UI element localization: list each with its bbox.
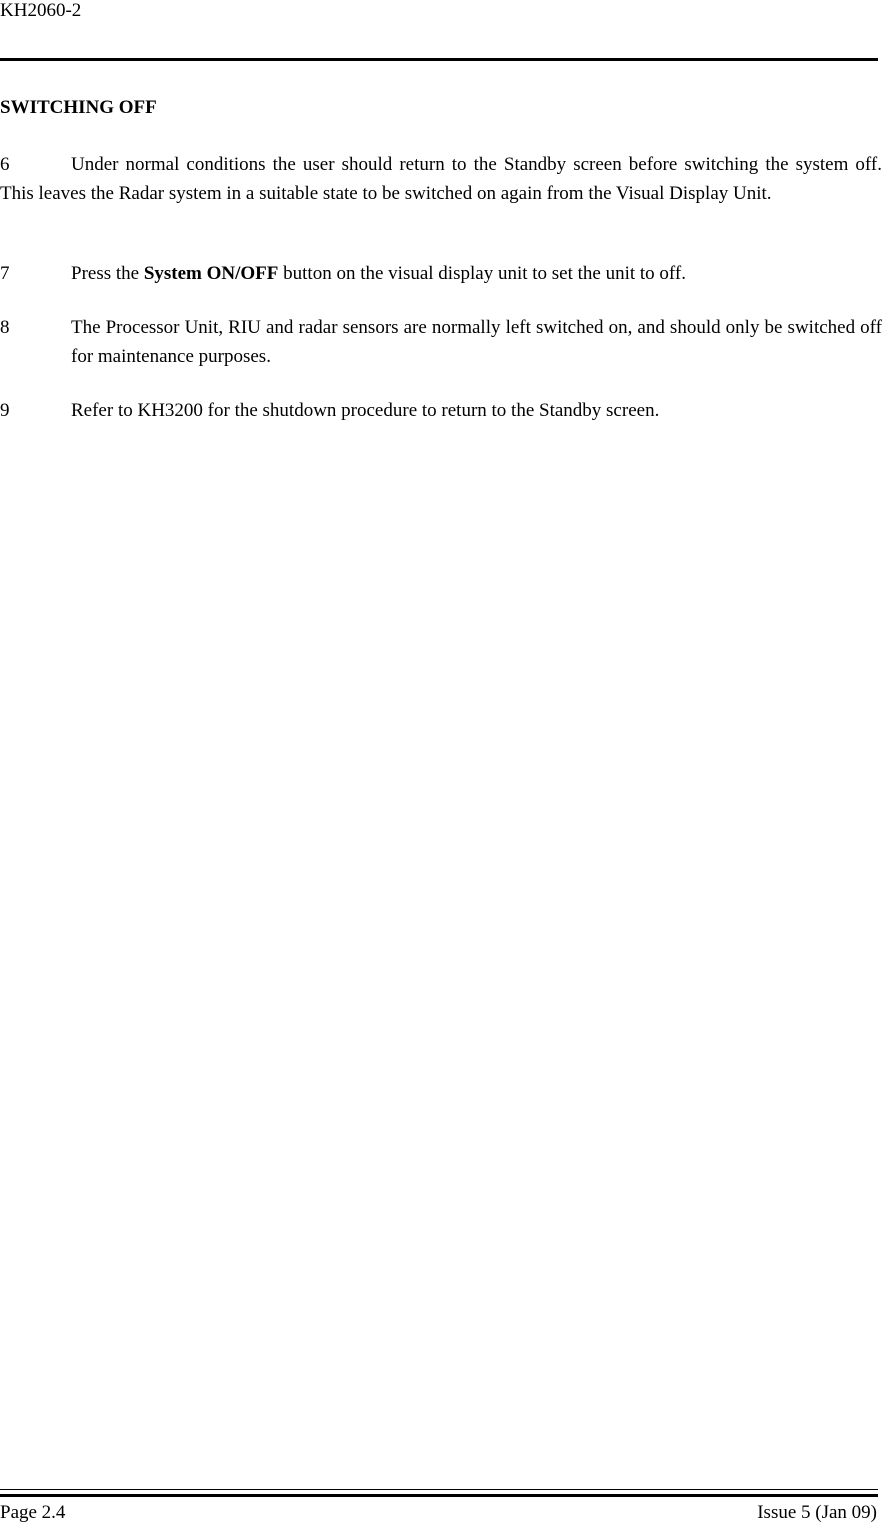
paragraph-text: Under normal conditions the user should return to the Standby screen before switching the system off. This leaves the Radar system in a suitable state to be switched on again from the Visual Display Unit.	[0, 154, 882, 204]
section-title: SWITCHING OFF	[0, 97, 157, 118]
document-id: KH2060-2	[0, 0, 82, 21]
paragraph-number: 6	[0, 154, 10, 175]
paragraph-text	[71, 259, 882, 288]
paragraph-text-end: button on the visual display unit to set the unit to off.	[278, 263, 686, 284]
footer-rule-thin	[0, 1489, 878, 1490]
paragraph-7	[0, 259, 882, 288]
paragraph-6	[0, 150, 882, 208]
header-rule	[0, 58, 878, 61]
issue-label: Issue 5 (Jan 09)	[757, 1502, 877, 1523]
paragraph-8	[0, 313, 882, 371]
paragraph-text: Refer to KH3200 for the shutdown procedure to return to the Standby screen.	[71, 400, 660, 421]
paragraph-number: 7	[0, 263, 10, 284]
paragraph-text: The Processor Unit, RIU and radar sensors are normally left switched on, and should only be switched off for maintenance purposes.	[71, 317, 882, 367]
paragraph-text-start: Press the	[71, 263, 144, 284]
page-number: Page 2.4	[0, 1502, 66, 1523]
footer-rule	[0, 1494, 878, 1497]
paragraph-number: 8	[0, 317, 10, 338]
system-on-off-label: System ON/OFF	[143, 263, 279, 284]
paragraph-9	[0, 396, 882, 425]
paragraph-number: 9	[0, 400, 10, 421]
